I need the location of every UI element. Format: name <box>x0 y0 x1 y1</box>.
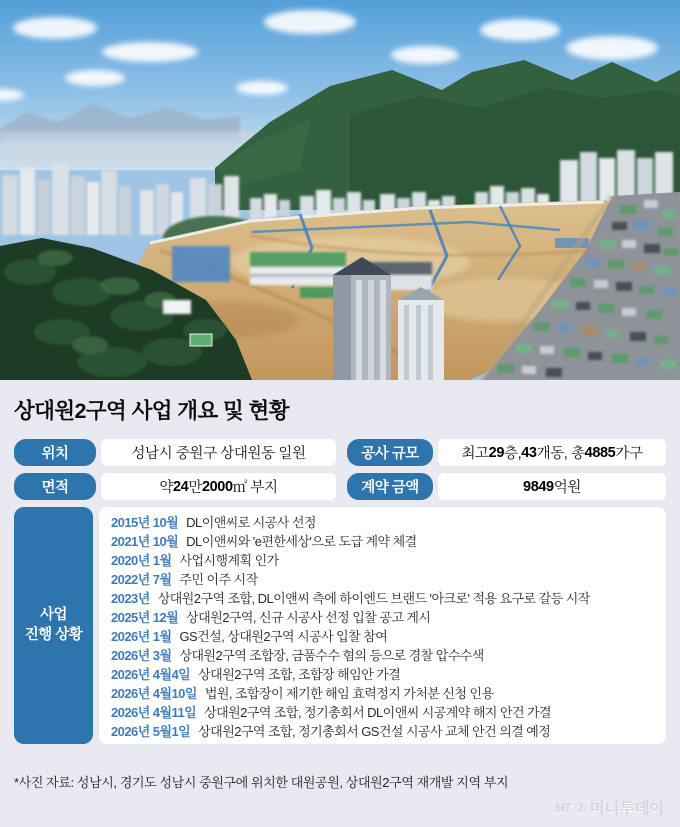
overview-label: 계약 금액 <box>347 473 433 500</box>
overview-value: 9849 억원 <box>438 473 666 500</box>
timeline-entry <box>111 684 658 703</box>
timeline-entry <box>111 608 658 627</box>
timeline-entry <box>111 627 658 646</box>
timeline-text: GS건설, 상대원2구역 시공사 입찰 참여 <box>179 629 388 644</box>
timeline-entry <box>111 665 658 684</box>
photo-credit: *사진 자료: 성남시, 경기도 성남시 중원구에 위치한 대원공원, 상대원2구역 재개발 지역 부지 <box>14 775 509 790</box>
timeline-date: 2026년 4월4일 <box>111 667 191 682</box>
timeline-date: 2023년 <box>111 591 150 606</box>
overview-label: 면적 <box>14 473 96 500</box>
timeline-entry <box>111 570 658 589</box>
progress-timeline <box>99 507 666 744</box>
timeline-entry <box>111 646 658 665</box>
progress-label-line2: 진행 상황 <box>24 626 83 643</box>
timeline-date: 2021년 10월 <box>111 534 179 549</box>
timeline-date: 2020년 1월 <box>111 553 172 568</box>
aerial-photo <box>0 0 680 380</box>
overview-row <box>14 473 336 500</box>
timeline-text: 사업시행계획 인가 <box>179 553 279 568</box>
timeline-text: 상대원2구역, 신규 시공사 선정 입찰 공고 게시 <box>186 610 431 625</box>
timeline-entry <box>111 551 658 570</box>
moneytoday-logo-mt: MT <box>554 800 572 815</box>
timeline-date: 2026년 4월10일 <box>111 686 197 701</box>
timeline-text: 상대원2구역 조합, 정기총회서 GS건설 시공사 교체 안건 의결 예정 <box>198 724 551 739</box>
overview-table <box>14 439 666 500</box>
timeline-entry <box>111 722 658 741</box>
moneytoday-logo-name: 머니투데이 <box>589 801 664 818</box>
moneytoday-logo <box>555 796 664 819</box>
overview-label: 위치 <box>14 439 96 466</box>
timeline-entry <box>111 513 658 532</box>
overview-value: 최고 29 층, 43 개동, 총 4885 가구 <box>438 439 666 466</box>
overview-row <box>14 439 336 466</box>
timeline-date: 2026년 4월11일 <box>111 705 197 720</box>
aerial-photo-art <box>0 0 680 380</box>
timeline-date: 2022년 7월 <box>111 572 172 587</box>
timeline-date: 2025년 12월 <box>111 610 179 625</box>
moneytoday-logo-symbol: ⑦ <box>574 799 587 817</box>
progress-section <box>14 507 666 744</box>
timeline-text: 상대원2구역 조합, DL이앤씨 측에 하이엔드 브랜드 '아크로' 적용 요구로 갈등 시작 <box>157 591 590 606</box>
timeline-text: 상대원2구역 조합, 조합장 해임안 가결 <box>198 667 401 682</box>
progress-label-line1: 사업 <box>39 606 67 623</box>
info-panel <box>0 380 680 827</box>
timeline-entry <box>111 703 658 722</box>
timeline-text: 상대원2구역 조합장, 금품수수 혐의 등으로 경찰 압수수색 <box>179 648 484 663</box>
timeline-date: 2026년 5월1일 <box>111 724 191 739</box>
overview-value: 약 24 만 2000 ㎡ 부지 <box>101 473 336 500</box>
overview-row <box>347 473 666 500</box>
overview-label: 공사 규모 <box>347 439 433 466</box>
timeline-text: 상대원2구역 조합, 정기총회서 DL이앤씨 시공계약 해지 안건 가결 <box>204 705 552 720</box>
timeline-date: 2026년 1월 <box>111 629 172 644</box>
timeline-date: 2015년 10월 <box>111 515 179 530</box>
timeline-entry <box>111 589 658 608</box>
overview-value: 성남시 중원구 상대원동 일원 <box>101 439 336 466</box>
page-title: 상대원2구역 사업 개요 및 현황 <box>14 399 289 423</box>
overview-row <box>347 439 666 466</box>
timeline-text: 주민 이주 시작 <box>179 572 258 587</box>
timeline-text: 법원, 조합장이 제기한 해임 효력정지 가처분 신청 인용 <box>204 686 494 701</box>
timeline-entry <box>111 532 658 551</box>
timeline-date: 2026년 3월 <box>111 648 172 663</box>
timeline-text: DL이앤씨와 'e편한세상'으로 도급 계약 체결 <box>186 534 417 549</box>
timeline-text: DL이앤씨로 시공사 선정 <box>186 515 316 530</box>
progress-label <box>14 507 93 744</box>
